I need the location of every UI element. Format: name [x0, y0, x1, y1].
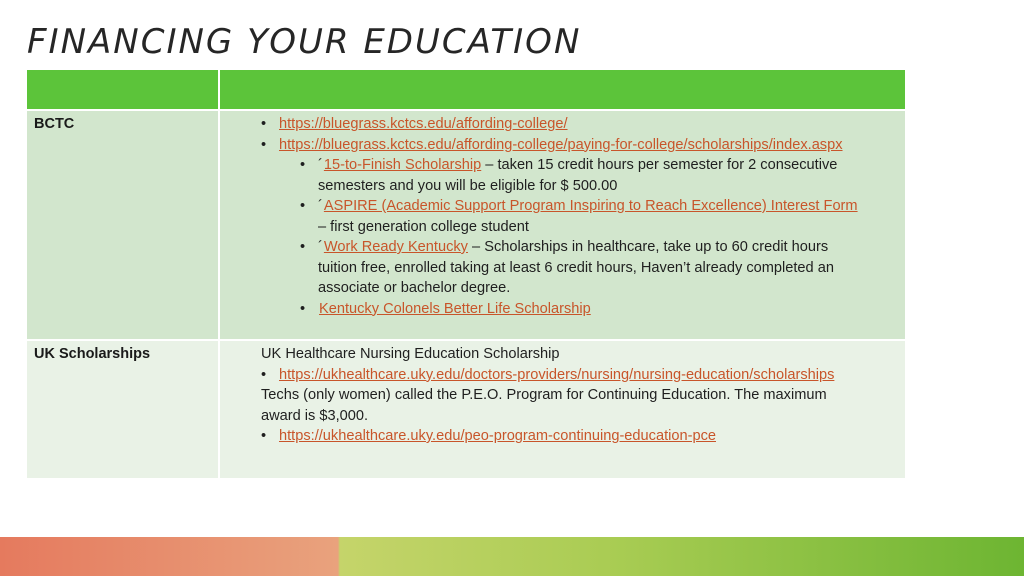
tick-mark: ´ — [318, 198, 323, 214]
work-ready-kentucky-link[interactable]: Work Ready Kentucky — [323, 239, 468, 255]
item-text: – first generation college student — [318, 218, 529, 235]
financing-table — [27, 70, 905, 480]
tick-mark: ´ — [318, 157, 323, 173]
list-item — [220, 365, 905, 386]
bctc-scholarships-link[interactable]: https://bluegrass.kctcs.edu/affording-college/paying-for-college/scholarships/index.aspx — [279, 136, 843, 153]
header-cell-2 — [220, 70, 905, 109]
item-text: associate or bachelor degree. — [318, 280, 511, 296]
bctc-content — [220, 111, 905, 339]
aspire-link[interactable]: ASPIRE (Academic Support Program Inspiring to Reach Excellence) Interest Form — [323, 198, 858, 214]
list-item — [220, 237, 905, 299]
kentucky-colonels-link[interactable]: Kentucky Colonels Better Life Scholarship — [319, 300, 591, 317]
uk-peo-text: Techs (only women) called the P.E.O. Program for Continuing Education. The maximum — [261, 387, 827, 403]
bottom-decorative-bar — [0, 537, 1024, 576]
item-text: tuition free, enrolled taking at least 6 credit hours, Haven’t already completed an — [318, 259, 834, 276]
item-text: – taken 15 credit hours per semester for 2 consecutive — [481, 157, 838, 173]
list-item — [220, 155, 905, 196]
header-cell-1 — [27, 70, 220, 109]
table-row-uk — [27, 341, 905, 480]
bctc-affording-link[interactable]: https://bluegrass.kctcs.edu/affording-college/ — [279, 116, 568, 132]
15-to-finish-link[interactable]: 15-to-Finish Scholarship — [323, 157, 482, 173]
uk-nursing-heading: UK Healthcare Nursing Education Scholarship — [261, 346, 560, 362]
item-text: – Scholarships in healthcare, take up to 60 credit hours — [467, 239, 829, 255]
row-label-bctc: BCTC — [34, 116, 75, 132]
row-label-cell — [27, 341, 220, 478]
item-text: semesters and you will be eligible for $ 500.00 — [318, 177, 618, 194]
uk-award-text: award is $3,000. — [261, 407, 369, 424]
page-title: FINANCING YOUR EDUCATION — [27, 22, 582, 62]
list-item — [220, 114, 905, 135]
uk-nursing-link[interactable]: https://ukhealthcare.uky.edu/doctors-providers/nursing/nursing-education/scholarships — [279, 366, 835, 383]
list-item — [220, 426, 905, 447]
list-item — [220, 135, 905, 156]
list-item — [220, 196, 905, 237]
row-label-uk: UK Scholarships — [34, 346, 151, 362]
tick-mark: ´ — [318, 239, 323, 255]
table-header-row — [27, 70, 905, 111]
uk-peo-link[interactable]: https://ukhealthcare.uky.edu/peo-program-continuing-education-pce — [279, 428, 716, 444]
table-row-bctc — [27, 111, 905, 341]
uk-content — [220, 341, 905, 478]
list-item — [220, 299, 905, 320]
row-label-cell — [27, 111, 220, 339]
